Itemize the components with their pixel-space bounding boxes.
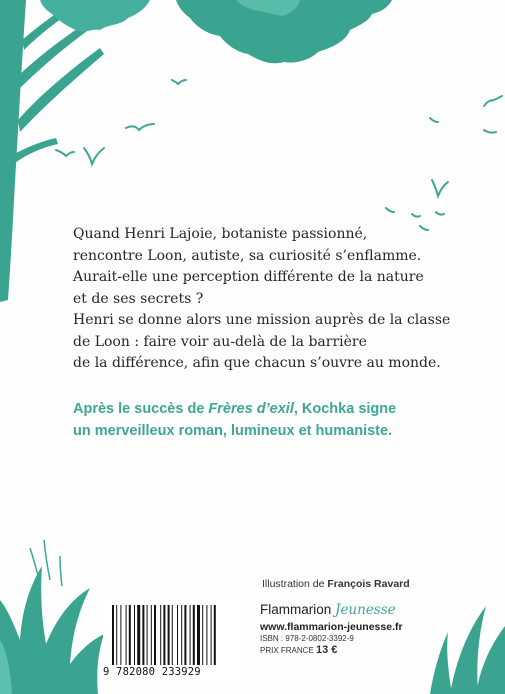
tagline-prefix: Après le succès de [73,401,209,417]
grass-stalk [30,548,38,576]
barcode-bar [147,605,148,665]
book-title: Frères d’exil [208,401,294,417]
bird-icon [126,124,154,130]
bird-icon [432,180,448,196]
barcode-bar [190,605,191,665]
tagline [73,398,453,442]
barcode-bar [120,605,121,665]
grass-stalk [44,540,50,580]
publisher-imprint: Jeunesse [335,602,396,618]
tree-foliage [40,0,150,31]
barcode-bar [197,605,200,665]
tagline-line: un merveilleux roman, lumineux et humaniste. [73,423,393,439]
grass [0,566,104,694]
bird-icon [484,130,496,133]
grass [476,626,505,694]
barcode-bar [112,605,114,665]
illustrator-name: François Ravard [327,578,410,590]
barcode-bar [168,605,170,665]
barcode-bar [214,605,216,665]
blurb-line: de la différence, afin que chacun s’ouvre au monde. [73,355,441,371]
publisher-logo [260,602,396,618]
barcode-bar [211,605,212,665]
barcode-bar [163,605,165,665]
price-label: PRIX FRANCE [260,646,317,655]
grass [430,632,452,694]
bird-icon [484,96,502,106]
illustration-credit [262,578,410,590]
bird-icon [56,150,74,156]
barcode-bar [160,605,161,665]
barcode-bar [193,605,195,665]
grass-stalk [60,556,62,586]
bird-icon [172,80,186,84]
barcode-bar [181,605,182,665]
tagline-suffix: , Kochka signe [293,401,397,417]
isbn: ISBN : 978-2-0802-3392-9 [260,634,354,643]
blurb-line: Aurait-elle une perception différente de la nature [73,269,424,285]
blurb-line: et de ses secrets ? [73,290,204,307]
bird-icon [412,214,420,217]
barcode-digits: 9 782080 233929 [103,666,201,678]
bird-icon [386,208,394,212]
bird-icon [430,118,438,122]
barcode-bar [137,605,140,665]
blurb-line: de Loon : faire voir au-delà de la barrière [73,333,367,350]
price [260,644,337,656]
barcode-bar [151,605,152,665]
price-value: 13 € [316,644,338,656]
blurb-line: rencontre Loon, autiste, sa curiosité s’enflamme. [73,247,422,264]
credit-prefix: Illustration de [262,578,328,590]
barcode-bar [184,605,186,665]
blurb-line: Henri se donne alors une mission auprès de la classe [73,312,451,328]
barcode-bar [134,605,135,665]
barcode-bar [202,605,203,665]
bird-icon [84,148,104,164]
barcode-bar [116,605,117,665]
blurb [73,224,451,375]
barcode-bar [129,605,131,665]
barcode-bar [126,605,127,665]
tagline-line [73,398,453,420]
tree-branch [18,48,104,132]
barcode-bar [142,605,144,665]
publisher-name: Flammarion [260,602,332,617]
bird-icon [436,212,444,215]
barcode-bar [206,605,207,665]
barcode-bar [172,605,173,665]
barcode-bar [177,605,178,665]
publisher-url: www.flammarion-jeunesse.fr [260,621,403,633]
blurb-line: Quand Henri Lajoie, botaniste passionné, [73,226,368,242]
barcode-bar [154,605,156,665]
